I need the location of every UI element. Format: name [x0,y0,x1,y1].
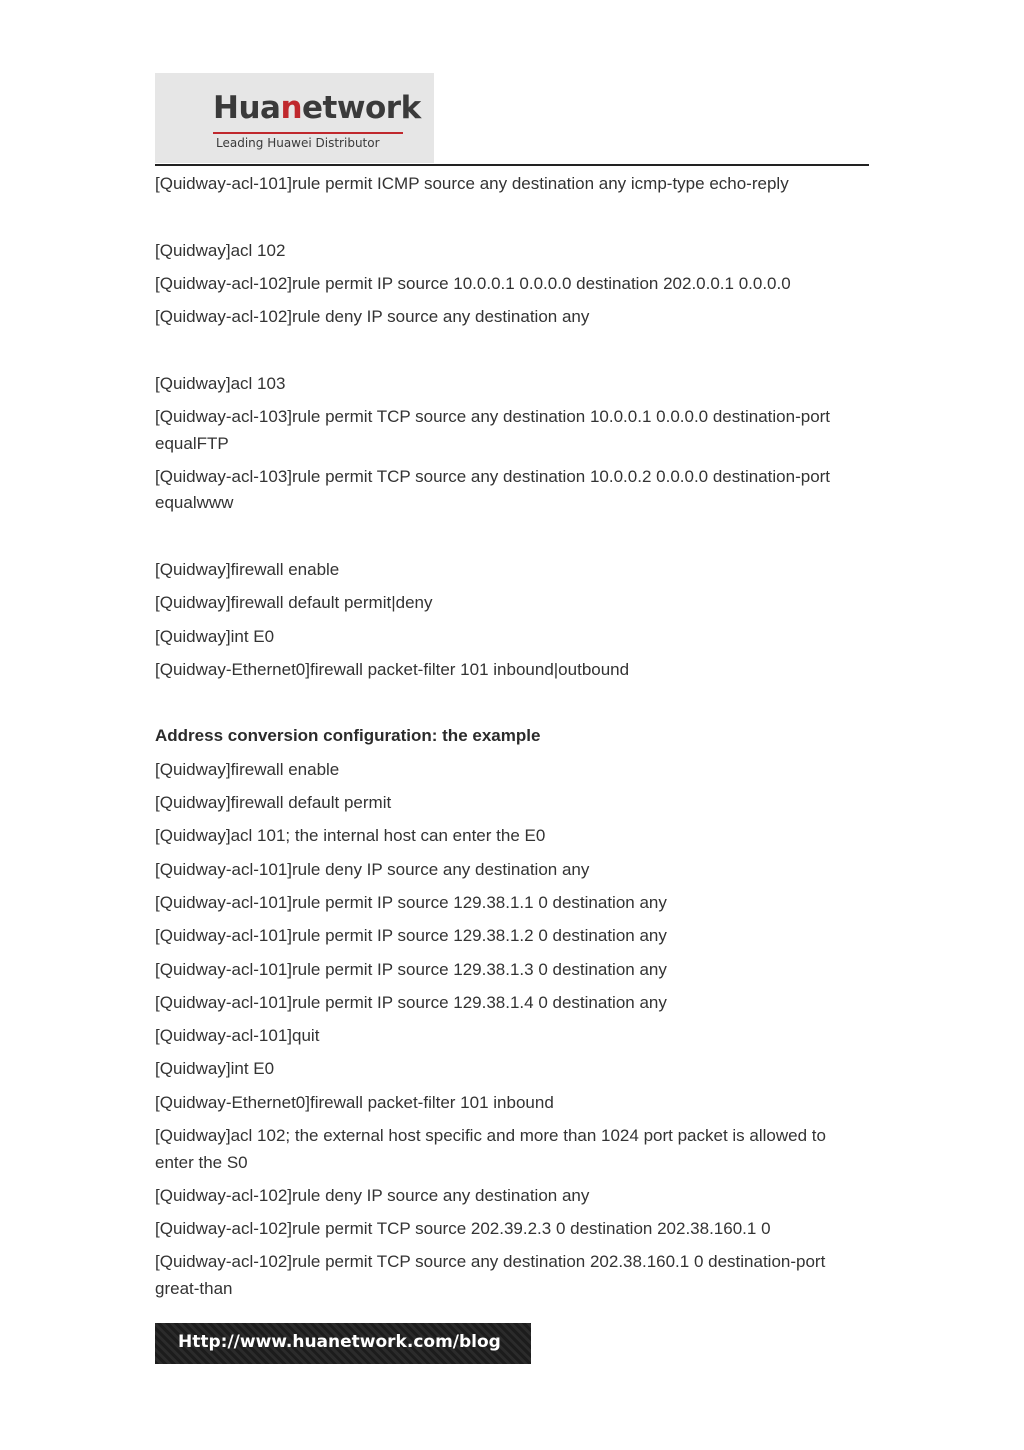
config-line: [Quidway-acl-103]rule permit TCP source any destination 10.0.0.1 0.0.0.0 destination-port equalFTP [155,407,835,453]
config-line: [Quidway]int E0 [155,626,275,646]
config-line: [Quidway-acl-101]quit [155,1026,320,1046]
footer-url: Http://www.huanetwork.com/blog [178,1332,501,1352]
config-line: [Quidway-acl-101]rule permit IP source 129.38.1.3 0 destination any [155,959,667,979]
config-line: [Quidway-acl-102]rule deny IP source any destination any [155,1185,590,1205]
config-line: [Quidway]acl 102; the external host specific and more than 1024 port packet is allowed to enter the S0 [155,1126,831,1172]
logo-wordmark [213,90,421,126]
config-line: [Quidway]acl 103 [155,373,286,393]
config-line: [Quidway-acl-101]rule deny IP source any destination any [155,859,590,879]
blank-line [155,337,865,364]
logo-underline [213,132,403,134]
config-line: [Quidway]acl 101; the internal host can enter the E0 [155,826,546,846]
config-line: [Quidway-acl-102]rule permit TCP source 202.39.2.3 0 destination 202.38.160.1 0 [155,1219,771,1239]
blank-line [155,524,865,551]
config-line: [Quidway-acl-103]rule permit TCP source any destination 10.0.0.2 0.0.0.0 destination-port equalwww [155,466,835,513]
config-line: [Quidway]int E0 [155,1059,275,1079]
config-line: [Quidway]firewall default permit|deny [155,593,433,613]
blank-line [155,204,865,231]
config-line: [Quidway-acl-101]rule permit ICMP source any destination any icmp-type echo-reply [155,174,789,193]
config-line: [Quidway-Ethernet0]firewall packet-filter 101 inbound [155,1092,554,1112]
document-body [155,171,865,1309]
footer-banner [155,1323,531,1364]
config-line: [Quidway-acl-102]rule permit TCP source any destination 202.38.160.1 0 destination-port great-than [155,1252,831,1298]
config-line: [Quidway-acl-101]rule permit IP source 129.38.1.1 0 destination any [155,892,667,912]
logo-text-etwork: etwork [302,90,421,126]
config-line: [Quidway-Ethernet0]firewall packet-filter 101 inbound|outbound [155,659,630,679]
config-line: [Quidway]firewall default permit [155,793,392,813]
config-line: [Quidway-acl-102]rule deny IP source any destination any [155,307,590,327]
company-logo [155,73,434,163]
logo-text-n: n [280,90,303,126]
logo-tagline: Leading Huawei Distributor [216,136,380,150]
config-line: [Quidway]firewall enable [155,559,340,579]
logo-text-hua: Hua [213,90,281,126]
config-line: [Quidway]firewall enable [155,759,340,779]
config-line: [Quidway-acl-101]rule permit IP source 129.38.1.4 0 destination any [155,992,667,1012]
header-divider [155,164,869,166]
config-line: [Quidway-acl-101]rule permit IP source 129.38.1.2 0 destination any [155,926,667,946]
blank-line [155,690,865,717]
config-line: [Quidway-acl-102]rule permit IP source 10.0.0.1 0.0.0.0 destination 202.0.0.1 0.0.0.0 [155,273,791,293]
config-line: [Quidway]acl 102 [155,240,286,260]
section-heading: Address conversion configuration: the example [155,726,541,746]
